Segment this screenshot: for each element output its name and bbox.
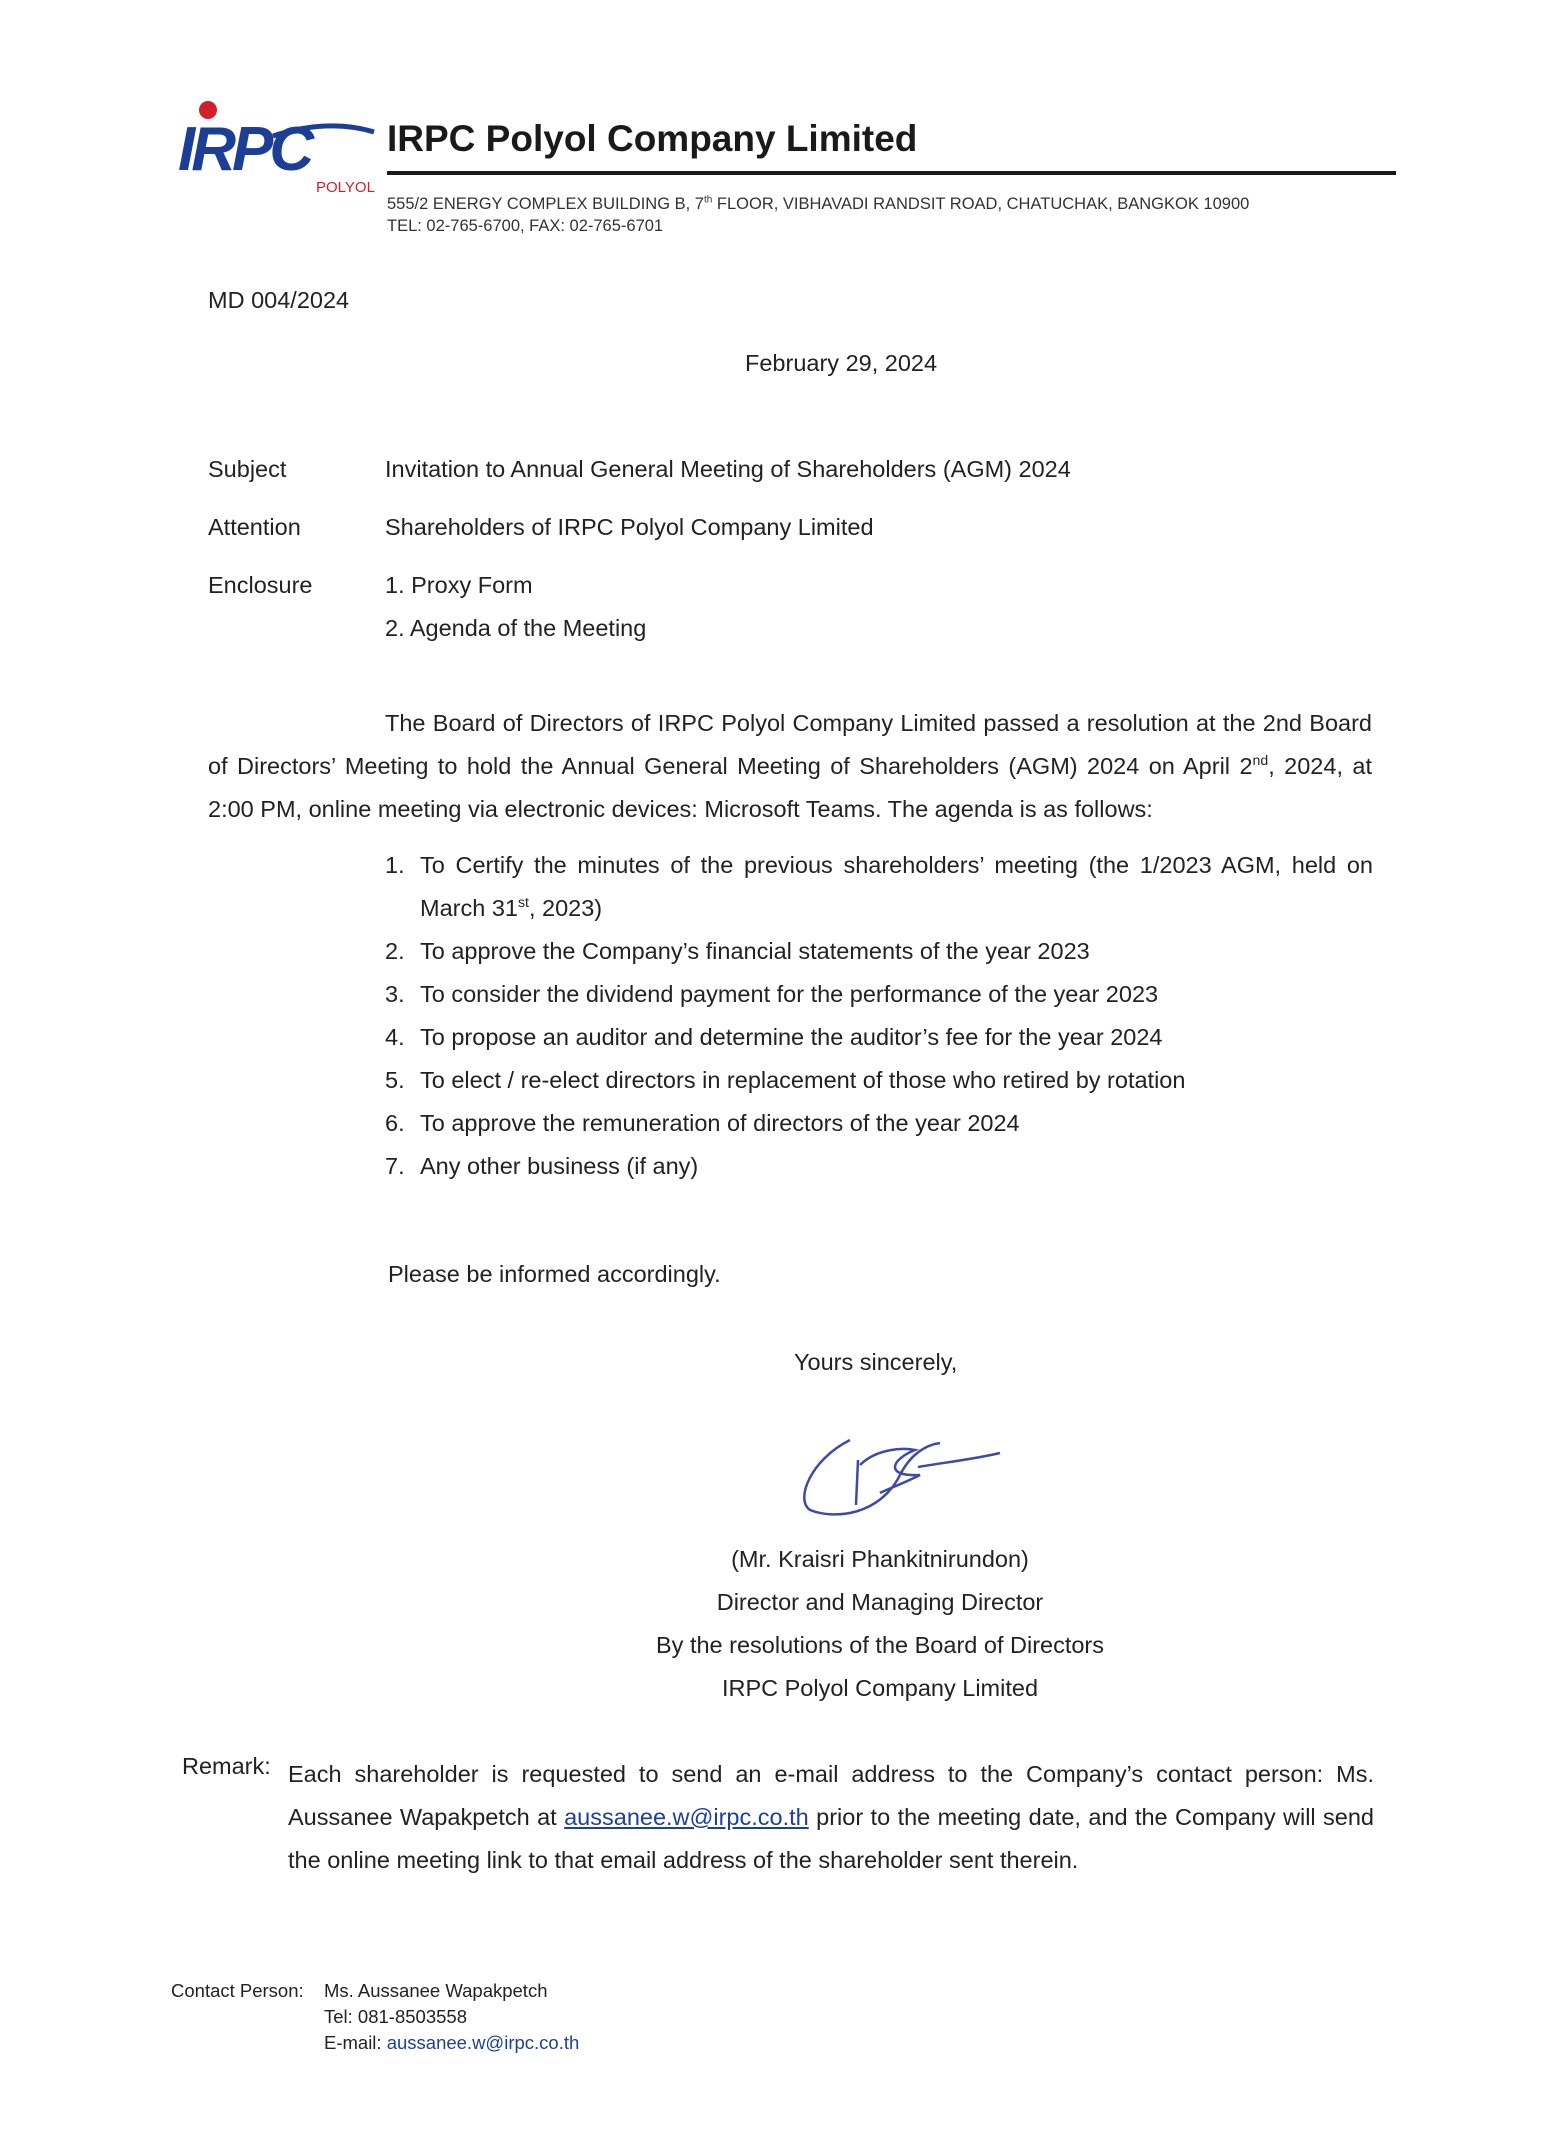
company-name: IRPC Polyol Company Limited [387, 118, 918, 159]
agenda-item: 5. To elect / re-elect directors in replacement of those who retired by rotation [385, 1067, 1186, 1093]
remark-label: Remark: [182, 1753, 271, 1779]
agenda-item: 4. To propose an auditor and determine the auditor’s fee for the year 2024 [385, 1024, 1163, 1050]
remark-email-link[interactable]: aussanee.w@irpc.co.th [564, 1804, 809, 1830]
address-line-2: TEL: 02-765-6700, FAX: 02-765-6701 [387, 217, 664, 235]
company-address [387, 193, 1249, 237]
signatory-title: Director and Managing Director [716, 1589, 1044, 1615]
attention-value: Shareholders of IRPC Polyol Company Limited [385, 514, 874, 540]
svg-text:POLYOL: POLYOL [316, 179, 375, 196]
reference-number: MD 004/2024 [208, 287, 350, 313]
subject-value: Invitation to Annual General Meeting of Shareholders (AGM) 2024 [385, 456, 1071, 482]
agenda-item: 3. To consider the dividend payment for the performance of the year 2023 [385, 981, 1159, 1007]
address-line-1: 555/2 ENERGY COMPLEX BUILDING B, 7th FLOOR, VIBHAVADI RANDSIT ROAD, CHATUCHAK, BANGKOK 10900 [387, 194, 1250, 213]
signature-image [790, 1405, 1010, 1525]
enclosure-item: 1. Proxy Form [385, 572, 533, 598]
contact-details [324, 1978, 579, 2056]
closing-line: Please be informed accordingly. [388, 1261, 721, 1287]
attention-label: Attention [208, 514, 301, 540]
signature-block [580, 1538, 1180, 1710]
signatory-company: IRPC Polyol Company Limited [721, 1675, 1039, 1701]
agenda-item: 7. Any other business (if any) [385, 1153, 699, 1179]
remark-text: Each shareholder is requested to send an e-mail address to the Company’s contact person: Ms. Aussanee Wapakpetch at aussanee.w@irpc.co.th prior to the meeting date, and the Company will send the online meeting link to that email address of the shareholder sent therein. [288, 1761, 1375, 1873]
agenda-item: 2. To approve the Company’s financial statements of the year 2023 [385, 938, 1090, 964]
contact-email-row: E-mail: aussanee.w@irpc.co.th [324, 2032, 580, 2053]
body-paragraph: The Board of Directors of IRPC Polyol Company Limited passed a resolution at the 2nd Board of Directors’ Meeting to hold the Annual General Meeting of Shareholders (AGM) 2024 on April 2nd, 2024, at 2:00 PM, online meeting via electronic devices: Microsoft Teams. The agenda is as follows: [208, 710, 1372, 822]
enclosure-label: Enclosure [208, 572, 313, 598]
svg-text:IRPC: IRPC [178, 115, 311, 184]
contact-label: Contact Person: [171, 1980, 304, 2001]
agenda-item: 1. To Certify the minutes of the previous shareholders’ meeting (the 1/2023 AGM, held on March 31st, 2023) [385, 852, 1373, 921]
contact-email-link[interactable]: aussanee.w@irpc.co.th [386, 2032, 580, 2053]
company-logo [178, 98, 378, 198]
agenda-item: 6. To approve the remuneration of directors of the year 2024 [385, 1110, 1020, 1136]
contact-name: Ms. Aussanee Wapakpetch [324, 1980, 548, 2001]
contact-tel: Tel: 081-8503558 [324, 2006, 467, 2027]
enclosure-item: 2. Agenda of the Meeting [385, 615, 647, 641]
agenda-list [385, 844, 1373, 1188]
signatory-authority: By the resolutions of the Board of Directors [655, 1632, 1105, 1658]
letter-date: February 29, 2024 [745, 350, 938, 376]
valediction: Yours sincerely, [794, 1349, 958, 1375]
signatory-name: (Mr. Kraisri Phankitnirundon) [731, 1546, 1029, 1572]
subject-label: Subject [208, 456, 287, 482]
header-divider [387, 171, 1396, 175]
